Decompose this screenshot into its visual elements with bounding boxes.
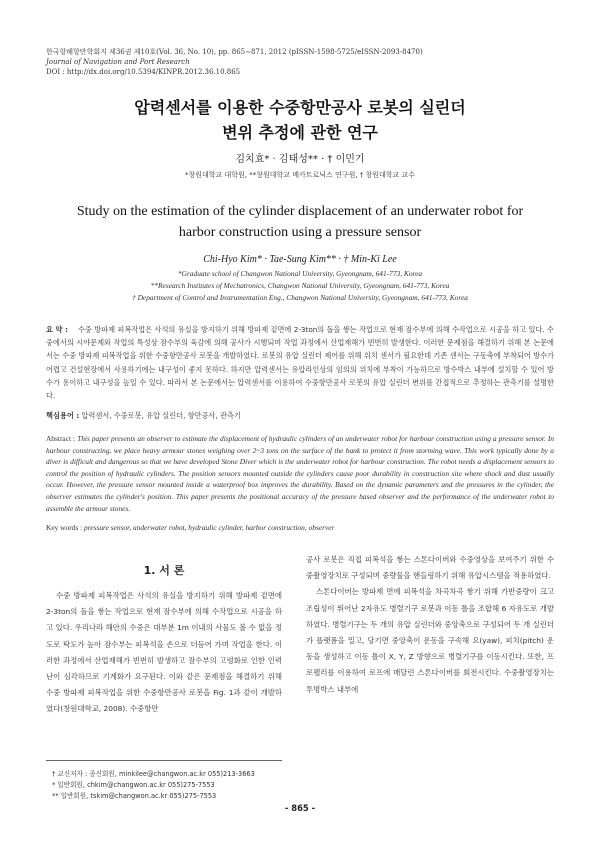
page-number: - 865 - <box>284 803 316 813</box>
journal-name: Journal of Navigation and Port Research <box>46 58 190 66</box>
english-title-line-1: Study on the estimation of the cylinder displacement of an underwater robot for <box>76 204 524 219</box>
section-heading-introduction: 1. 서 론 <box>143 564 185 577</box>
intro-paragraph-continued: 공사 로봇은 직접 피복석을 쌓는 스톤다이버와 수중영상을 보여주기 위한 수중촬영장치로 구성되며 중량물을 핸들링하기 위해 유압시스템을 적용하였다. <box>306 555 554 581</box>
english-affiliation-3: † Department of Control and Instrumentation Eng., Changwon National University, Gyeongnam, 641-773, Korea <box>132 293 468 302</box>
footnote-corresponding-author: † 교신저자 : 종신회원, minkilee@changwon.ac.kr 055)213-3663 <box>52 770 255 778</box>
footnote-divider <box>46 760 282 761</box>
left-column-body <box>46 588 282 718</box>
intro-paragraph-1: 수중 방파제 피복작업은 사석의 유실을 방지하기 위해 방파제 겉면에 2-3ton의 돌을 쌓는 작업으로 현재 잠수부에 의해 수작업으로 시공을 하고 있다. 우리나라 해안의 수중은 대부분 1m 이내의 사물도 볼 수 없을 정도로 탁도가 높아 잠수부는 피복석을 손으로 더듬어 가며 작업을 한다. 이러한 과정에서 산업재해가 빈번히 발생하고 잠수부의 고령화로 인한 인력난이 심각하므로 기계화가 요구된다. 이와 같은 문제점을 해결하기 위해 수중 방파제 피복작업을 위한 수중항만공사 로봇을 Fig. 1과 같이 개발하였다(창원대학교, 2008). 수중항만 <box>46 591 282 714</box>
english-affiliation-2: **Research Institutes of Mechatronics, Changwon National University, Gyeongnam, 641-773, Korea <box>150 281 450 290</box>
english-keywords-label: Key words : <box>46 523 83 532</box>
journal-header <box>46 47 423 77</box>
korean-title-line-2: 변위 추정에 관한 연구 <box>222 123 378 142</box>
doi-line: DOI : http://dx.doi.org/10.5394/KINPR.2012.36.10.865 <box>46 68 241 76</box>
korean-authors: 김치효* · 김태성** · † 이민기 <box>235 154 365 165</box>
korean-affiliations: *창원대학교 대학원, **창원대학교 메카트로닉스 연구원, † 창원대학교 교수 <box>184 171 416 179</box>
korean-abstract <box>46 323 554 402</box>
english-authors: Chi-Hyo Kim* · Tae-Sung Kim** · † Min-Ki Lee <box>203 254 397 265</box>
footnote-author-2: ** 일반회원, tskim@changwon.ac.kr 055)275-7553 <box>52 792 217 800</box>
english-abstract-label: Abstract : <box>46 434 76 443</box>
journal-citation: 한국항해항만학회지 제36권 제10호(Vol. 36, No. 10), pp. 865∼871, 2012 (pISSN-1598-5725/eISSN-2093-8470) <box>46 48 423 56</box>
english-keywords-text: pressure sensor, underwater robot, hydraulic cylinder, harbor construction, observer <box>84 523 335 532</box>
english-keywords <box>46 523 334 532</box>
right-column-body <box>306 552 554 698</box>
korean-abstract-text: 수중 방파제 피복작업은 사석의 유실을 방지하기 위해 방파제 겉면에 2-3ton의 돌을 쌓는 작업으로 현재 잠수부에 의해 수작업으로 시공을 하고 있다. 수중에서의 시야문제와 작업의 특성상 잠수부의 육감에 의해 공사가 시행되며 작업 과정에서 산업재해가 빈번히 발생한다. 이러한 문제점을 해결하기 위해 본 논문에서는 수중 방파제 피복작업을 위한 수중항만공사 로봇을 개발하였다. 로봇의 유압 실린더 제어를 위해 위치 센서가 필요한데 기존 센서는 구동축에 부착되어 방수가 어렵고 건설현장에서 사용하기에는 내구성이 좋지 못하다. 하지만 압력센서는 유압라인상의 임의의 위치에 부착이 가능하므로 방수박스 내부에 설치할 수 있어 방수가 용이하고 내구성을 높일 수 있다. 따라서 본 논문에서는 압력센서를 이용하여 수중항만공사 로봇의 유압 실린더 변위를 간접적으로 추정하는 관측기를 설명한다. <box>46 325 554 401</box>
korean-keywords-label: 핵심용어 : <box>46 411 80 420</box>
english-title-line-2: harbor construction using a pressure sensor <box>178 225 422 240</box>
korean-keywords <box>46 411 241 421</box>
korean-keywords-text: 압력센서, 수중로봇, 유압 실린더, 항만공사, 관측기 <box>81 411 241 420</box>
english-abstract <box>46 433 554 514</box>
intro-paragraph-2: 스톤다이버는 방파제 면에 피복석을 차곡차곡 쌓기 위해 가반중량이 크고 조립성이 뛰어난 2자유도 병렬기구 로봇과 이동 틀을 조합해 6 자유도로 개발하였다. 병렬기구는 두 개의 유압 실린더와 중앙축으로 구성되어 두 개 실린더가 플랫폼을 밀고, 당기면 중앙축이 운동을 구속해 요(yaw), 피치(pitch) 운동을 생성하고 이동 틀이 X, Y, Z 방향으로 병렬기구를 이동시킨다. 또한, 프로펠러를 이용하여 로프에 매달린 스톤다이버를 회전시킨다. 수중촬영장치는 투명박스 내부에 <box>306 587 554 694</box>
english-affiliation-1: *Graduate school of Changwon National University, Gyeongnam, 641-773, Korea <box>177 269 423 278</box>
footnote-author-1: * 일반회원, chkim@changwon.ac.kr 055)275-7553 <box>52 781 215 789</box>
korean-abstract-label: 요 약 : <box>46 325 68 334</box>
english-abstract-text: This paper presents an observer to estimate the displacement of hydraulic cylinders of an underwater robot for harbour construction using a pressure sensor. In harbour constructing, we place heavy armour stones weighing over 2~3 tons on the surface of the bank to protect it from storming wave. This work typically done by a diver is difficult and dangerous so that we have developed Stone Diver which is the underwater robot for harbour construction. The robot needs a displacement sensors to control the position of hydraulic cylinders. The position sensors mounted outside the cylinders cause poor durability in construction site where shock and dust usually occur. However, the pressure sensor mounted inside a waterproof box improves the durability. Based on the dynamic parameters and the pressures in the cylinder, the observer estimates the cylinder's position. This paper presents the positional accuracy of the pressure based observer and the performance of the underwater robot to assemble the armour stones. <box>46 434 554 513</box>
korean-title-line-1: 압력센서를 이용한 수중항만공사 로봇의 실린더 <box>134 98 466 117</box>
